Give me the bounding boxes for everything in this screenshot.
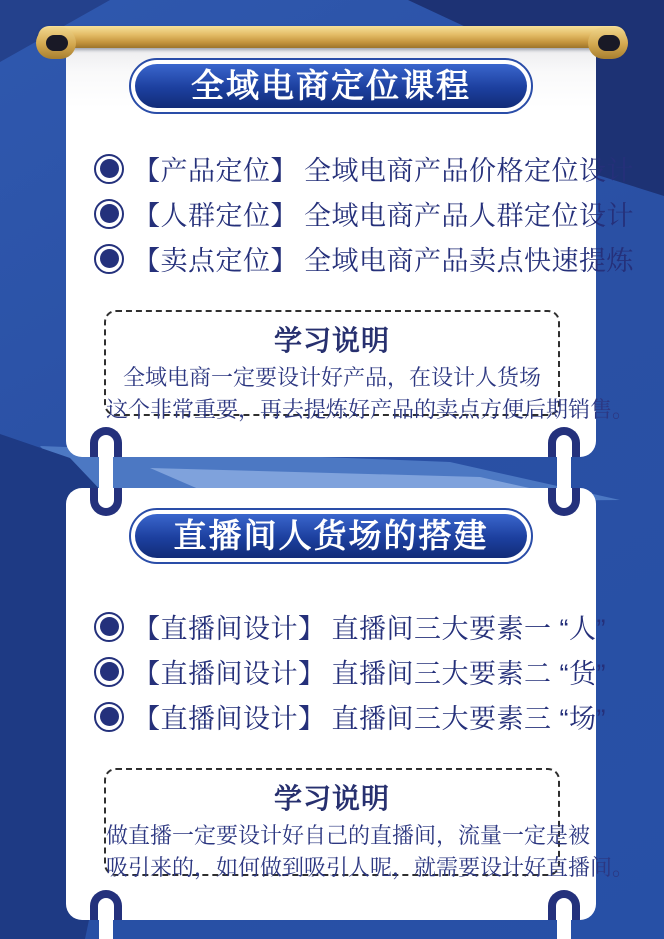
bullet-dot-icon (94, 154, 124, 184)
bullet-text: 直播间三大要素二 “货” (331, 659, 606, 689)
list-item (94, 236, 634, 281)
bullet-tag: 【直播间设计】 (133, 614, 326, 644)
bullet-tag: 【产品定位】 (133, 156, 298, 186)
link-ring-icon (90, 427, 122, 457)
card1-title-pill (129, 58, 533, 114)
course-card-2 (66, 488, 635, 920)
bullet-text: 直播间三大要素一 “人” (331, 614, 606, 644)
list-item (94, 191, 634, 236)
link-ring-icon (548, 890, 580, 920)
card2-title-pill (129, 508, 533, 564)
list-item (94, 694, 606, 739)
bullet-tag: 【卖点定位】 (133, 246, 298, 276)
course-card-1 (66, 38, 635, 457)
bullet-tag: 【直播间设计】 (133, 659, 326, 689)
bullet-text: 全域电商产品价格定位设计 (304, 156, 634, 186)
bullet-tag: 【人群定位】 (133, 201, 298, 231)
card1-bullet-list (94, 146, 634, 281)
bullet-dot-icon (94, 244, 124, 274)
bullet-text: 全域电商产品人群定位设计 (304, 201, 634, 231)
bullet-dot-icon (94, 199, 124, 229)
link-ring-icon (548, 427, 580, 457)
note-line-1: 全域电商一定要设计好产品，在设计人货场 (122, 365, 541, 390)
list-item (94, 604, 606, 649)
card1-title: 全域电商定位课程 (135, 64, 527, 108)
bullet-dot-icon (94, 612, 124, 642)
card2-title: 直播间人货场的搭建 (135, 514, 527, 558)
note-line-2: 吸引来的，如何做到吸引人呢，就需要设计好直播间。 (106, 855, 635, 880)
note-line-1: 做直播一定要设计好自己的直播间，流量一定是被 (106, 823, 591, 848)
bullet-tag: 【直播间设计】 (133, 704, 326, 734)
bullet-dot-icon (94, 702, 124, 732)
card1-study-note-box (104, 310, 635, 422)
bullet-text: 全域电商产品卖点快速提炼 (304, 246, 634, 276)
note-title: 学习说明 (273, 783, 390, 814)
scroll-rod-cap-right (598, 35, 620, 51)
list-item (94, 146, 634, 191)
note-line-2: 这个非常重要，再去提炼好产品的卖点方便后期销售。 (106, 397, 635, 422)
card2-bullet-list (94, 604, 606, 739)
note-title: 学习说明 (273, 325, 390, 356)
bullet-dot-icon (94, 657, 124, 687)
scroll-rod-cap-left (46, 35, 68, 51)
bullet-text: 直播间三大要素三 “场” (331, 704, 606, 734)
card2-study-note-box (104, 768, 635, 880)
link-ring-icon (90, 890, 122, 920)
list-item (94, 649, 606, 694)
scroll-rod (38, 26, 626, 48)
